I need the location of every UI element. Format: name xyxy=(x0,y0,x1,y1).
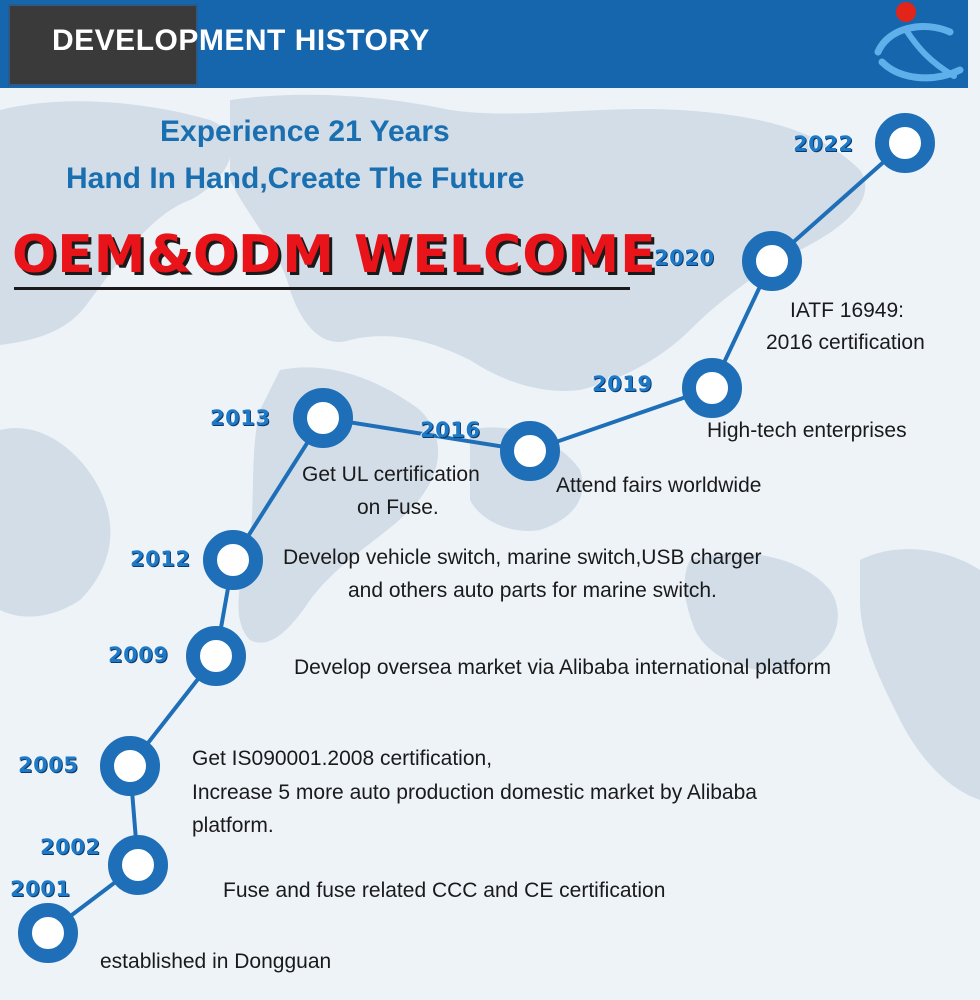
year-label-2005: 2005 xyxy=(18,753,79,777)
timeline-node-2019 xyxy=(689,365,735,411)
timeline-node-2002 xyxy=(115,842,161,888)
year-label-2013: 2013 xyxy=(210,406,271,430)
year-label-2020: 2020 xyxy=(654,246,715,270)
milestone-2005-line1: Get IS090001.2008 certification, xyxy=(192,747,493,770)
tagline-hand-in-hand: Hand In Hand,Create The Future xyxy=(66,162,525,195)
milestone-2020-line1: IATF 16949: xyxy=(790,299,905,322)
milestone-2013-line2: on Fuse. xyxy=(357,496,439,519)
milestone-2005-line3: platform. xyxy=(192,814,274,837)
year-label-2002: 2002 xyxy=(40,835,101,859)
timeline-node-2020 xyxy=(749,238,795,284)
timeline-node-2016 xyxy=(507,428,553,474)
page-title: DEVELOPMENT HISTORY xyxy=(52,24,430,57)
year-label-2022: 2022 xyxy=(793,132,854,156)
year-label-2012: 2012 xyxy=(130,547,191,571)
milestone-2013-line1: Get UL certification xyxy=(302,463,480,486)
year-label-2001: 2001 xyxy=(10,877,71,901)
timeline-node-2022 xyxy=(882,120,928,166)
milestone-2012-line2: and others auto parts for marine switch. xyxy=(348,579,717,602)
timeline-node-2013 xyxy=(300,395,346,441)
milestone-2009-text: Develop oversea market via Alibaba international platform xyxy=(294,656,831,679)
milestone-2001-text: established in Dongguan xyxy=(100,950,332,973)
timeline-node-2001 xyxy=(25,910,71,956)
year-label-2019: 2019 xyxy=(592,372,653,396)
year-label-2016: 2016 xyxy=(420,418,481,442)
tagline-experience: Experience 21 Years xyxy=(160,115,450,148)
milestone-2005-line2: Increase 5 more auto production domestic market by Alibaba xyxy=(192,781,757,804)
oem-odm-welcome-banner: OEM&ODM WELCOME xyxy=(12,225,657,285)
timeline-node-2009 xyxy=(193,633,239,679)
milestone-2002-text: Fuse and fuse related CCC and CE certification xyxy=(223,879,666,902)
milestone-2012-line1: Develop vehicle switch, marine switch,USB charger xyxy=(283,546,762,569)
milestone-2016-text: Attend fairs worldwide xyxy=(556,474,762,497)
milestone-2019-text: High-tech enterprises xyxy=(707,419,907,442)
timeline-node-2005 xyxy=(107,743,153,789)
milestone-2020-line2: 2016 certification xyxy=(766,331,925,354)
timeline-node-2012 xyxy=(210,537,256,583)
year-label-2009: 2009 xyxy=(108,643,169,667)
